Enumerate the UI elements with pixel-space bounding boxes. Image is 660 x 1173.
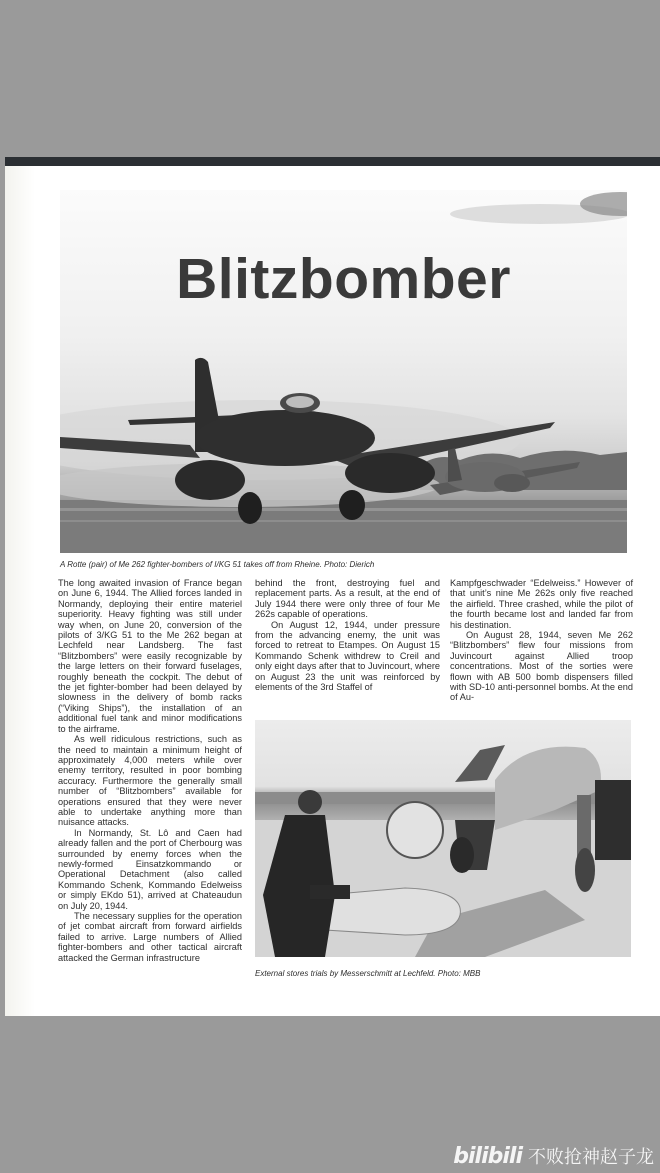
text-column-1 (58, 578, 242, 963)
document-page (5, 166, 660, 1016)
paragraph: As well ridiculous restrictions, such as the need to maintain a minimum height of approximately 4,000 meters while over enemy territory, resulted in poor bombing accuracy. Furthermore the generally small number of “Blitzbombers” available for operations ensured that they were never able to undertake anything more than nuisance attacks. (58, 734, 242, 828)
text-column-2 (255, 578, 440, 692)
paragraph: On August 28, 1944, seven Me 262 “Blitzbombers” flew four missions from Juvincourt against Allied troop concentrations. Most of the sorties were flown with AB 500 bomb dispensers filled with SD-10 anti-personnel bombs. At the end of Au- (450, 630, 633, 703)
photo-me262-takeoff (60, 190, 627, 553)
paragraph: In Normandy, St. Lô and Caen had already fallen and the port of Cherbourg was surrounded by enemy forces when the newly-formed Einsatzkommando or Operational Detachment (also called Kommando Schenk, Kommando Edelweiss or simply EKdo 51), arrived at Chateaudun on July 20, 1944. (58, 827, 242, 911)
photo-caption-takeoff: A Rotte (pair) of Me 262 fighter-bombers of I/KG 51 takes off from Rheine. Photo: Dierich (60, 560, 375, 569)
paragraph: Kampfgeschwader “Edelweiss.” However of that unit’s nine Me 262s only five reached the airfield. Three crashed, while the pilot of the fourth became lost and landed far from his destination. (450, 578, 633, 630)
watermark-username: 不败抢神赵子龙 (528, 1147, 654, 1168)
text-column-3 (450, 578, 633, 703)
paragraph: The necessary supplies for the operation of jet combat aircraft from forward airfields failed to arrive. Large numbers of Allied fighter-bombers and other tactical aircraft attacked the German infrastructure (58, 911, 242, 963)
paragraph: The long awaited invasion of France began on June 6, 1944. The Allied forces landed in Normandy, deploying their entire materiel superiority. Heavy fighting was still under way when, on June 20, conversion of the pilots of 3/KG 51 to the Me 262 began at Lechfeld near Landsberg. The fast “Blitzbombers” were easily recognizable by the large letters on their forward fuselages, roughly beneath the cockpit. The debut of the jet fighter-bomber had been delayed by slowness in the delivery of bomb racks (“Viking Ships”), the installation of an additional fuel tank and minor modifications to the airframe. (58, 578, 242, 734)
paragraph: behind the front, destroying fuel and replacement parts. As a result, at the end of July 1944 there were only three of four Me 262s capable of operations. (255, 578, 440, 620)
page-top-strip (5, 157, 660, 166)
takeoff-photo-illustration (60, 190, 627, 553)
photo-caption-stores: External stores trials by Messerschmitt at Lechfeld. Photo: MBB (255, 969, 481, 978)
paragraph: On August 12, 1944, under pressure from the advancing enemy, the unit was forced to retreat to Etampes. On August 15 Kommando Schenk withdrew to Creil and only eight days after that to Juvincourt, where on August 23 the unit was reinforced by elements of the 3rd Staffel of (255, 619, 440, 693)
page-title: Blitzbomber (176, 247, 511, 311)
stores-photo-illustration (255, 720, 631, 957)
bilibili-logo-icon: bilibili (453, 1143, 522, 1169)
photo-external-stores (255, 720, 631, 957)
watermark (453, 1143, 654, 1169)
